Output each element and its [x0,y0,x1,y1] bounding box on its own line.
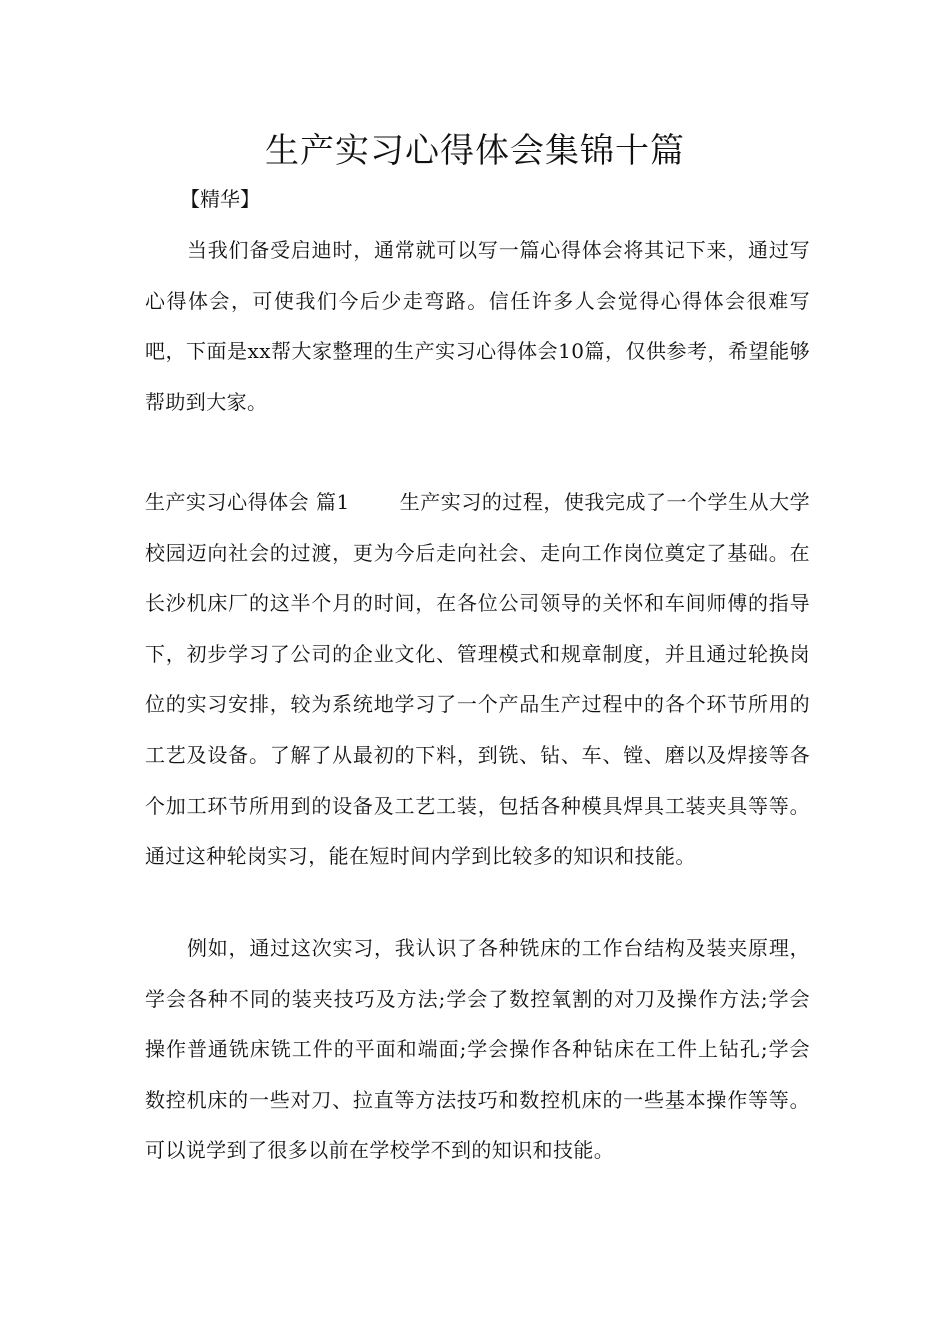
essence-tag: 【精华】 [180,187,260,211]
section-1-paragraph-2: 例如，通过这次实习，我认识了各种铣床的工作台结构及装夹原理，学会各种不同的装夹技巧及方法;学会了数控氧割的对刀及操作方法;学会操作普通铣床铣工件的平面和端面;学会操作各种钻床在工件上钻孔;学会数控机床的一些对刀、拉直等方法技巧和数控机床的一些基本操作等等。可以说学到了很多以前在学校学不到的知识和技能。 [145,936,810,1163]
intro-paragraph: 当我们备受启迪时，通常就可以写一篇心得体会将其记下来，通过写心得体会，可使我们今后少走弯路。信任许多人会觉得心得体会很难写吧，下面是xx帮大家整理的生产实习心得体会10篇，仅供参考，希望能够帮助到大家。 [145,238,810,414]
section-1-heading: 生产实习心得体会 篇1 [145,490,350,514]
section-1-paragraph-1 [145,477,810,882]
section-1-paragraph-1-text: 生产实习的过程，使我完成了一个学生从大学校园迈向社会的过渡，更为今后走向社会、走向工作岗位奠定了基础。在长沙机床厂的这半个月的时间，在各位公司领导的关怀和车间师傅的指导下，初步学习了公司的企业文化、管理模式和规章制度，并且通过轮换岗位的实习安排，较为系统地学习了一个产品生产过程中的各个环节所用的工艺及设备。了解了从最初的下料，到铣、钻、车、镗、磨以及焊接等各个加工环节所用到的设备及工艺工装，包括各种模具焊具工装夹具等等。通过这种轮岗实习，能在短时间内学到比较多的知识和技能。 [145,490,810,869]
document-title: 生产实习心得体会集锦十篇 [265,131,685,171]
